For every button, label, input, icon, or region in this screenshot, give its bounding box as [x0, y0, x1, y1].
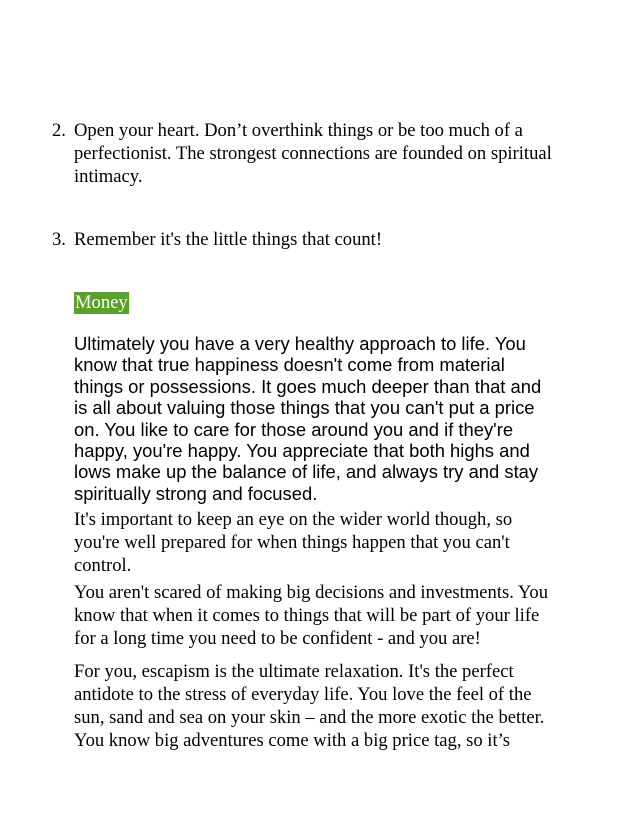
list-item-text: Remember it's the little things that count! — [74, 229, 383, 250]
list-item-2 — [52, 119, 572, 188]
paragraph-escapism: For you, escapism is the ultimate relaxation. It's the perfect antidote to the stress of everyday life. You love the feel of the sun, sand and sea on your skin – and the more exotic the better. You know big adventures come with a big price tag, so it’s — [74, 661, 545, 751]
list-item-3 — [52, 228, 572, 251]
paragraph-decisions: You aren't scared of making big decisions and investments. You know that when it comes to things that will be part of your life for a long time you need to be confident - and you are! — [74, 582, 549, 649]
section-heading-wrap — [74, 291, 129, 314]
paragraph-wider-world: It's important to keep an eye on the wider world though, so you're well prepared for when things happen that you can't control. — [74, 509, 513, 576]
list-number: 2. — [52, 120, 66, 141]
section-heading: Money — [75, 292, 128, 313]
list-number: 3. — [52, 229, 66, 250]
paragraph-intro: Ultimately you have a very healthy approach to life. You know that true happiness doesn't come from material things or possessions. It goes much deeper than that and is all about valuing those things that you can't put a price on. You like to care for those around you and if they're happy, you're happy. You appreciate that both highs and lows make up the balance of life, and always try and stay spiritually strong and focused. — [74, 333, 542, 504]
list-item-text: Open your heart. Don’t overthink things or be too much of a perfectionist. The strongest connections are founded on spiritual intimacy. — [74, 120, 552, 187]
